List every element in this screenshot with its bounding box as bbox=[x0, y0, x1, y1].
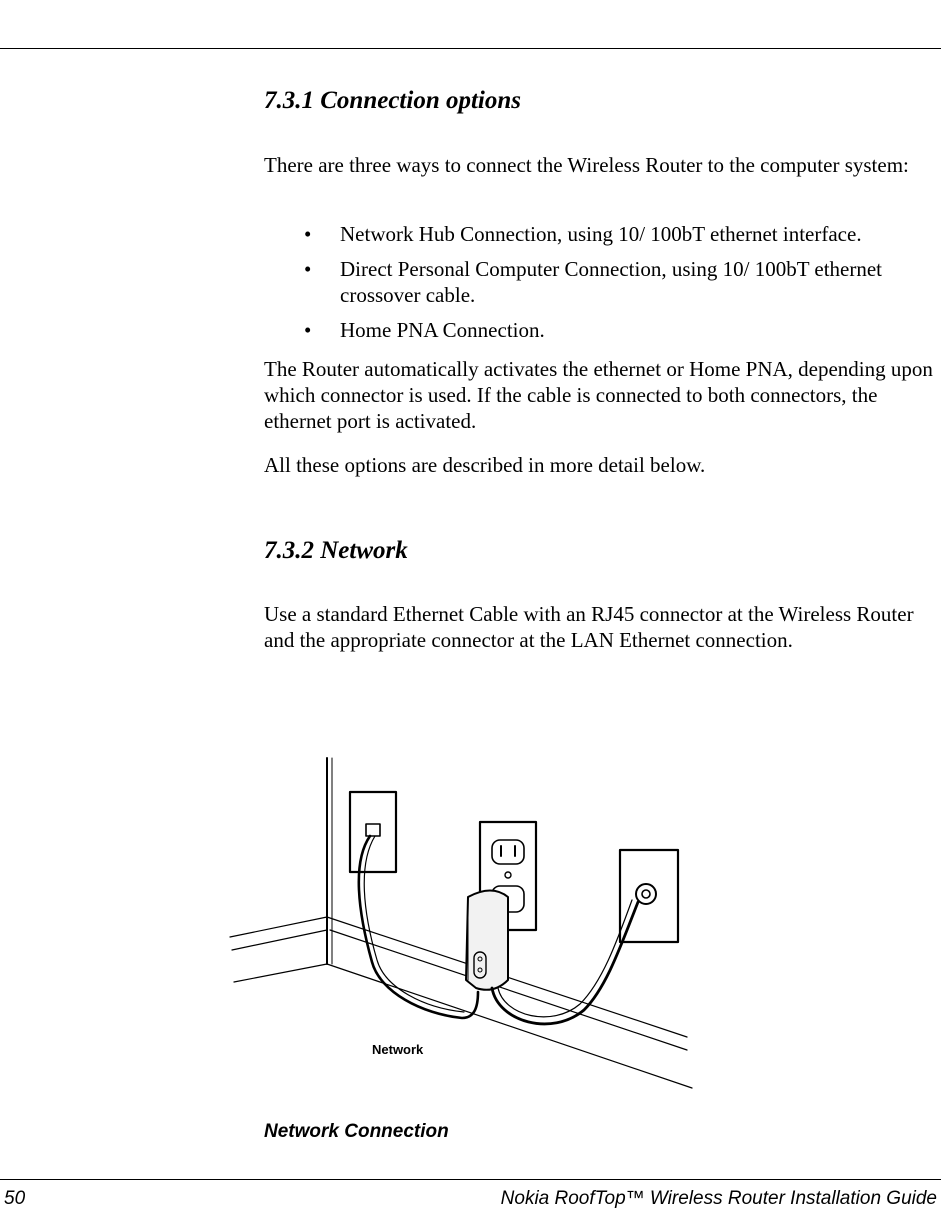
bullet-glyph: • bbox=[304, 222, 312, 246]
bullet-glyph: • bbox=[304, 257, 312, 281]
footer-rule bbox=[0, 1179, 941, 1180]
network-illustration-drawing bbox=[222, 752, 712, 1092]
network-label: Network bbox=[372, 1042, 424, 1057]
page-number: 50 bbox=[4, 1188, 26, 1209]
list-item-text: Home PNA Connection. bbox=[340, 318, 545, 342]
network-wall-plate bbox=[350, 792, 396, 872]
figure-caption: Network Connection bbox=[264, 1121, 449, 1142]
bullet-glyph: • bbox=[304, 318, 312, 342]
list-item bbox=[264, 221, 936, 247]
ethernet-cable-left bbox=[359, 836, 478, 1018]
list-item bbox=[264, 256, 936, 308]
section-heading-network: 7.3.2 Network bbox=[264, 537, 408, 564]
intro-paragraph: There are three ways to connect the Wireless Router to the computer system: bbox=[264, 153, 909, 177]
footer-document-title: Nokia RoofTop™ Wireless Router Installation Guide bbox=[500, 1188, 937, 1209]
options-summary-paragraph: All these options are described in more detail below. bbox=[264, 453, 706, 477]
list-item-text: Network Hub Connection, using 10/ 100bT ethernet interface. bbox=[340, 222, 862, 246]
baseboard-left bbox=[230, 917, 327, 982]
list-item bbox=[264, 317, 936, 343]
section-heading-connection-options: 7.3.1 Connection options bbox=[264, 87, 521, 114]
list-item-text: Direct Personal Computer Connection, using 10/ 100bT ethernet crossover cable. bbox=[340, 257, 883, 307]
connection-options-list bbox=[264, 221, 936, 352]
network-paragraph: Use a standard Ethernet Cable with an RJ45 connector at the Wireless Router and the appropriate connector at the LAN Ethernet connection. bbox=[264, 602, 914, 652]
network-connection-illustration bbox=[222, 752, 712, 1092]
ethernet-cable-right bbox=[492, 902, 638, 1024]
router-activation-paragraph: The Router automatically activates the ethernet or Home PNA, depending upon which connector is used. If the cable is connected to both connectors, the ethernet port is activated. bbox=[264, 357, 933, 433]
wireless-router-adapter bbox=[466, 891, 508, 990]
network-jack bbox=[366, 824, 380, 836]
header-rule bbox=[0, 48, 941, 49]
